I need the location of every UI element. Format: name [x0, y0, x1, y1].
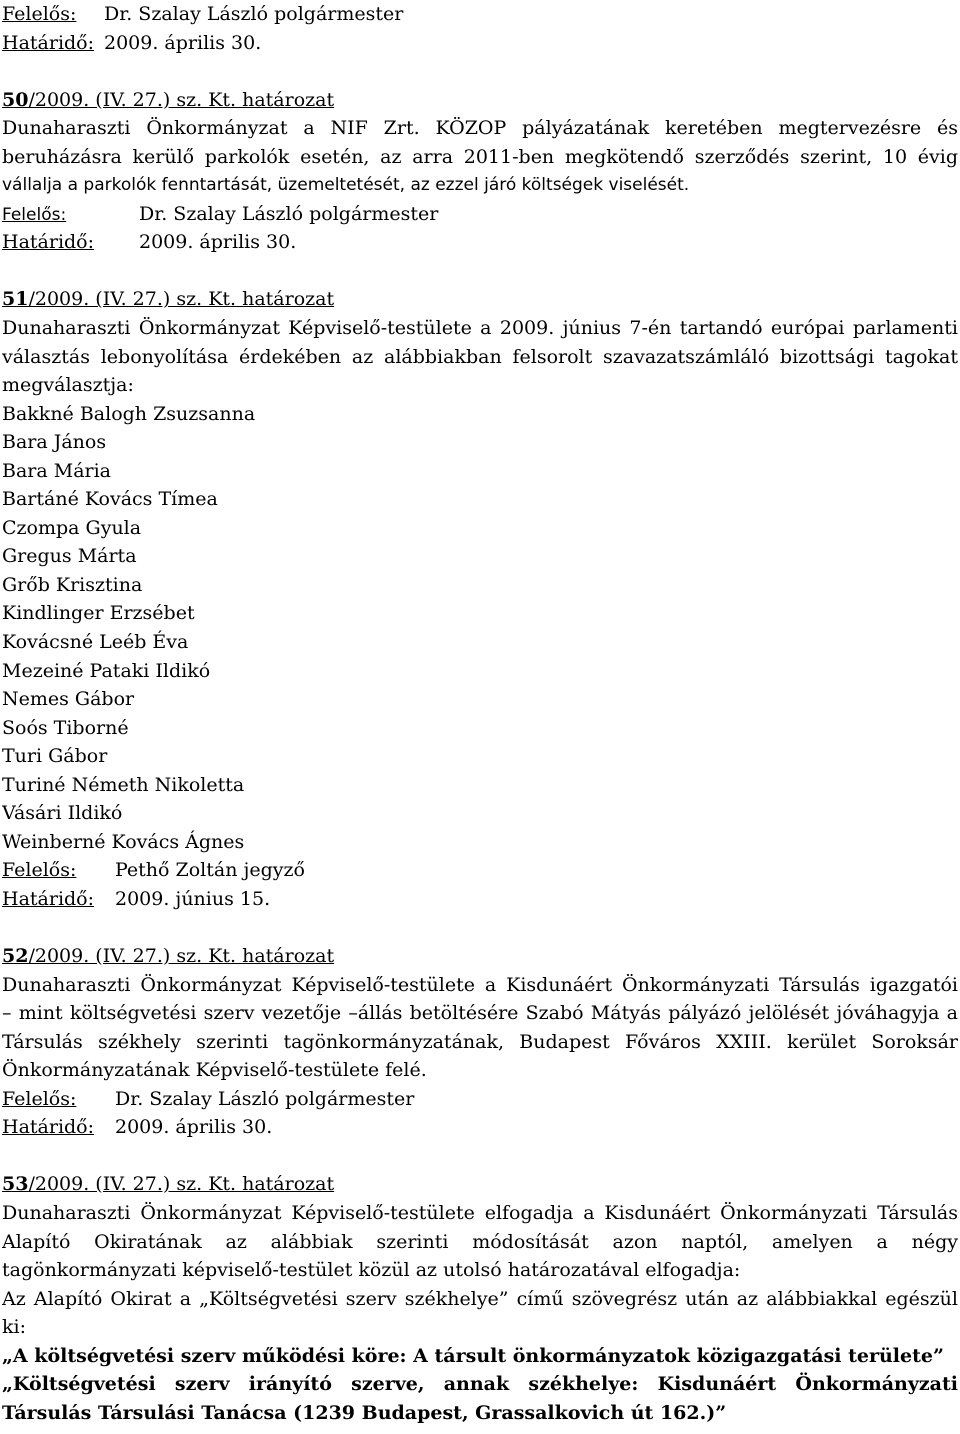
list-item: Bartáné Kovács Tímea	[2, 488, 218, 511]
list-item: Gregus Márta	[2, 545, 137, 568]
deadline-label: Határidő:	[2, 887, 95, 910]
resolution-50-text-line: vállalja a parkolók fenntartását, üzemeltetését, az ezzel járó költségek viselését.	[2, 175, 690, 196]
resolution-50-text-line: beruházásra kerülő parkolók esetén, az arra 2011-ben megkötendő szerződés szerint, 10 évig	[2, 145, 958, 168]
spacer	[2, 257, 958, 286]
responsible-value: Dr. Szalay László polgármester	[104, 3, 404, 25]
list-item: Bakkné Balogh Zsuzsanna	[2, 402, 256, 425]
resolution-50-text-line: Dunaharaszti Önkormányzat a NIF Zrt. KÖZOP pályázatának keretében megtervezésre és	[2, 117, 958, 140]
responsible-label: Felelős:	[2, 204, 67, 225]
deadline-label: Határidő:	[2, 1116, 95, 1139]
deadline-label: Határidő:	[2, 231, 95, 254]
deadline-line	[2, 1113, 958, 1142]
list-item: Nemes Gábor	[2, 688, 135, 711]
list-item: Kovácsné Leéb Éva	[2, 631, 189, 654]
resolution-51-text-line: Dunaharaszti Önkormányzat Képviselő-testülete a 2009. június 7-én tartandó európai parlamenti	[2, 317, 958, 340]
deadline-label: Határidő:	[2, 31, 95, 54]
list-item: Weinberné Kovács Ágnes	[2, 830, 245, 853]
list-item: Turi Gábor	[2, 745, 108, 768]
responsible-line	[2, 200, 958, 229]
resolution-53-text-line: Alapító Okiratának az alábbiak szerinti módosítását azon naptól, amelyen a négy	[2, 1230, 958, 1253]
responsible-value: Dr. Szalay László polgármester	[115, 1087, 415, 1110]
resolution-53-text-line: Dunaharaszti Önkormányzat Képviselő-testülete elfogadja a Kisdunáért Önkormányzati Társulás	[2, 1201, 958, 1224]
resolution-51-number: 51	[2, 288, 29, 311]
resolution-51-heading	[2, 285, 958, 314]
committee-member-list	[2, 400, 958, 857]
spacer	[2, 1142, 958, 1171]
resolution-53-text-line: ki:	[2, 1316, 26, 1339]
responsible-line	[2, 856, 958, 885]
resolution-53-number: 53	[2, 1173, 29, 1196]
resolution-51-text-line: megválasztja:	[2, 374, 134, 397]
list-item: Bara János	[2, 431, 107, 454]
resolution-50-heading	[2, 86, 958, 115]
resolution-53-text-line: Az Alapító Okirat a „Költségvetési szerv székhelye” című szövegrész után az alábbiakkal egészül	[2, 1287, 958, 1310]
resolution-50-number: 50	[2, 88, 29, 111]
resolution-52-text-line: Önkormányzatának Képviselő-testülete felé.	[2, 1059, 427, 1082]
list-item: Czompa Gyula	[2, 516, 142, 539]
list-item: Vásári Ildikó	[2, 802, 123, 825]
resolution-53-bold-line: „A költségvetési szerv működési köre: A társult önkormányzatok közigazgatási területe”	[2, 1344, 944, 1367]
deadline-value: 2009. április 30.	[115, 1116, 273, 1139]
deadline-value: 2009. június 15.	[115, 887, 271, 910]
responsible-label: Felelős:	[2, 859, 77, 882]
resolution-52-heading	[2, 942, 958, 971]
deadline-value: 2009. április 30.	[139, 231, 297, 254]
resolution-53-text-line: tagönkormányzati képviselő-testület közül az utolsó határozatával elfogadja:	[2, 1259, 741, 1282]
resolution-52-title: /2009. (IV. 27.) sz. Kt. határozat	[28, 945, 335, 968]
deadline-line	[2, 29, 958, 58]
responsible-line	[2, 0, 958, 29]
spacer	[2, 57, 958, 86]
list-item: Turiné Németh Nikoletta	[2, 773, 245, 796]
responsible-value: Pethő Zoltán jegyző	[115, 859, 305, 882]
resolution-52-text-line: – mint költségvetési szerv vezetője –állás betöltésére Szabó Mátyás pályázó jelölését jóváhagyja a	[2, 1002, 958, 1025]
list-item: Mezeiné Pataki Ildikó	[2, 659, 211, 682]
list-item: Kindlinger Erzsébet	[2, 602, 195, 625]
list-item: Grőb Krisztina	[2, 573, 143, 596]
resolution-52-text-line: Dunaharaszti Önkormányzat Képviselő-testülete a Kisdunáért Önkormányzati Társulás igazgatói	[2, 973, 958, 996]
resolution-53-heading	[2, 1170, 958, 1199]
spacer	[2, 914, 958, 943]
resolution-51-title: /2009. (IV. 27.) sz. Kt. határozat	[28, 288, 335, 311]
deadline-line	[2, 885, 958, 914]
resolution-53-title: /2009. (IV. 27.) sz. Kt. határozat	[28, 1173, 335, 1196]
deadline-line	[2, 228, 958, 257]
resolution-53-bold-line: Társulás Társulási Tanácsa (1239 Budapest, Grassalkovich út 162.)”	[2, 1401, 727, 1424]
responsible-label: Felelős:	[2, 3, 77, 25]
resolution-52-text-line: Társulás székhely szerinti tagönkormányzatának, Budapest Főváros XXIII. kerület Soroksár	[2, 1030, 958, 1053]
resolution-53-bold-line: „Költségvetési szerv irányító szerve, annak székhelye: Kisdunáért Önkormányzati	[2, 1373, 958, 1396]
deadline-value: 2009. április 30.	[104, 31, 262, 54]
resolution-52-number: 52	[2, 945, 29, 968]
responsible-line	[2, 1085, 958, 1114]
list-item: Soós Tiborné	[2, 716, 129, 739]
responsible-label: Felelős:	[2, 1087, 77, 1110]
resolution-51-text-line: választás lebonyolítása érdekében az alábbiakban felsorolt szavazatszámláló bizottsági tagokat	[2, 345, 958, 368]
list-item: Bara Mária	[2, 459, 112, 482]
responsible-value: Dr. Szalay László polgármester	[139, 202, 439, 225]
resolution-50-title: /2009. (IV. 27.) sz. Kt. határozat	[28, 88, 335, 111]
